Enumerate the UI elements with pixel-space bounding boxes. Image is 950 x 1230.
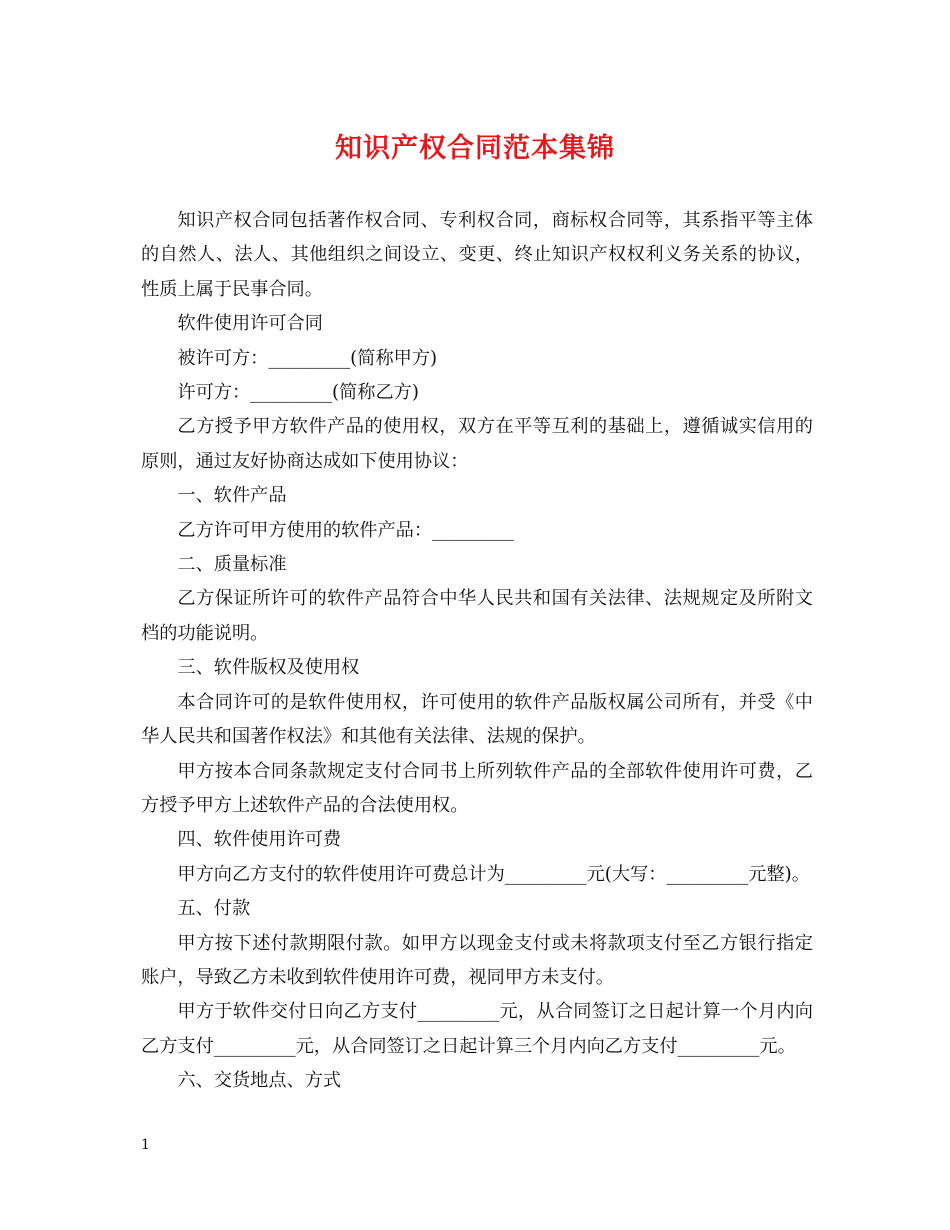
paragraph-licensee: 被许可方：_________(简称甲方) <box>177 347 438 369</box>
document-body <box>141 204 813 1099</box>
section-heading-5: 五、付款 <box>177 898 251 920</box>
section-heading-2: 二、质量标准 <box>177 554 287 576</box>
paragraph-license-fee: 甲方向乙方支付的软件使用许可费总计为_________元(大写：_________元整)。 <box>177 863 810 885</box>
section-heading-4: 四、软件使用许可费 <box>177 829 342 851</box>
document-title: 知识产权合同范本集锦 <box>335 133 615 164</box>
paragraph-copyright: 本合同许可的是软件使用权，许可使用的软件产品版权属公司所有，并受《中华人民共和国著作权法》和其他有关法律、法规的保护。 <box>141 691 813 748</box>
page-number: 1 <box>141 1137 150 1153</box>
paragraph-contract-name: 软件使用许可合同 <box>177 313 323 335</box>
paragraph-grant: 乙方授予甲方软件产品的使用权，双方在平等互利的基础上，遵循诚实信用的原则，通过友好协商达成如下使用协议： <box>141 416 813 472</box>
paragraph-payment-schedule: 甲方于软件交付日向乙方支付_________元，从合同签订之日起计算一个月内向乙方支付_________元，从合同签订之日起计算三个月内向乙方支付_________元。 <box>141 1001 813 1057</box>
paragraph-payment-terms: 甲方按下述付款期限付款。如甲方以现金支付或未将款项支付至乙方银行指定账户，导致乙方未收到软件使用许可费，视同甲方未支付。 <box>141 932 813 988</box>
paragraph-quality: 乙方保证所许可的软件产品符合中华人民共和国有关法律、法规规定及所附文档的功能说明。 <box>141 588 813 644</box>
paragraph-intro: 知识产权合同包括著作权合同、专利权合同，商标权合同等，其系指平等主体的自然人、法人、其他组织之间设立、变更、终止知识产权权利义务关系的协议，性质上属于民事合同。 <box>141 210 813 300</box>
section-heading-6: 六、交货地点、方式 <box>177 1070 342 1092</box>
paragraph-license-right: 甲方按本合同条款规定支付合同书上所列软件产品的全部软件使用许可费，乙方授予甲方上述软件产品的合法使用权。 <box>141 760 813 816</box>
paragraph-software-product: 乙方许可甲方使用的软件产品：_________ <box>177 519 514 541</box>
section-heading-1: 一、软件产品 <box>177 485 287 507</box>
paragraph-licensor: 许可方：_________(简称乙方) <box>177 382 419 404</box>
section-heading-3: 三、软件版权及使用权 <box>177 657 360 679</box>
